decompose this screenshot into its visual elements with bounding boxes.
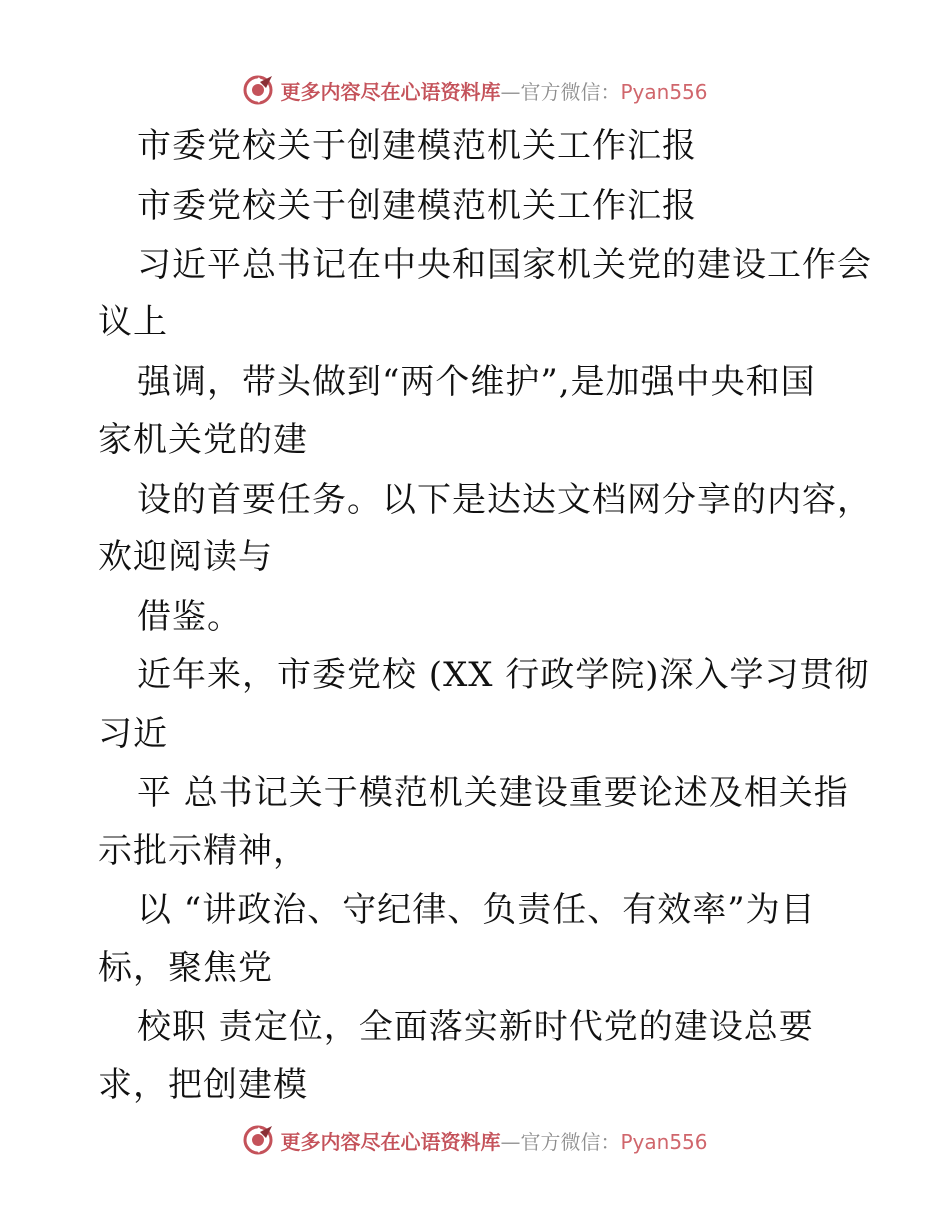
pen-circle-logo-icon [242,1124,274,1156]
paragraph-line: 示批示精神， [98,831,308,871]
banner-wechat-id: Pyan556 [620,79,708,104]
banner-main-text: 更多内容尽在心语资料库 [280,1129,501,1154]
banner-label: 官方微信： [520,1129,621,1154]
document-title: 市委党校关于创建模范机关工作汇报 [137,126,697,166]
banner-separator: — [500,79,521,104]
paragraph-line: 习近 [98,714,168,754]
banner-text [280,1126,707,1155]
paragraph-line: 以 “讲政治、守纪律、负责任、有效率”为目 [137,890,816,930]
paragraph-line: 强调，带头做到“两个维护”,是加强中央和国 [137,362,816,402]
document-title-repeat: 市委党校关于创建模范机关工作汇报 [137,186,697,226]
paragraph-line: 欢迎阅读与 [98,537,273,577]
banner-wechat-id: Pyan556 [620,1129,708,1154]
paragraph-line: 标，聚焦党 [98,948,273,988]
paragraph-line: 设的首要任务。以下是达达文档网分享的内容， [137,480,872,520]
paragraph-line: 校职 责定位，全面落实新时代党的建设总要 [137,1007,814,1047]
paragraph-line: 议上 [98,302,168,342]
banner-label: 官方微信： [520,79,621,104]
paragraph-line: 习近平总书记在中央和国家机关党的建设工作会 [137,245,872,285]
paragraph-line: 家机关党的建 [98,420,308,460]
paragraph-line: 借鉴。 [137,597,242,637]
paragraph-line: 求，把创建模 [98,1065,308,1105]
banner-main-text: 更多内容尽在心语资料库 [280,79,501,104]
paragraph-line: 平 总书记关于模范机关建设重要论述及相关指 [137,773,849,813]
banner-separator: — [500,1129,521,1154]
bottom-watermark-banner [0,1120,950,1160]
paragraph-line: 近年来，市委党校 (XX 行政学院)深入学习贯彻 [137,655,870,695]
banner-content [242,1124,707,1156]
